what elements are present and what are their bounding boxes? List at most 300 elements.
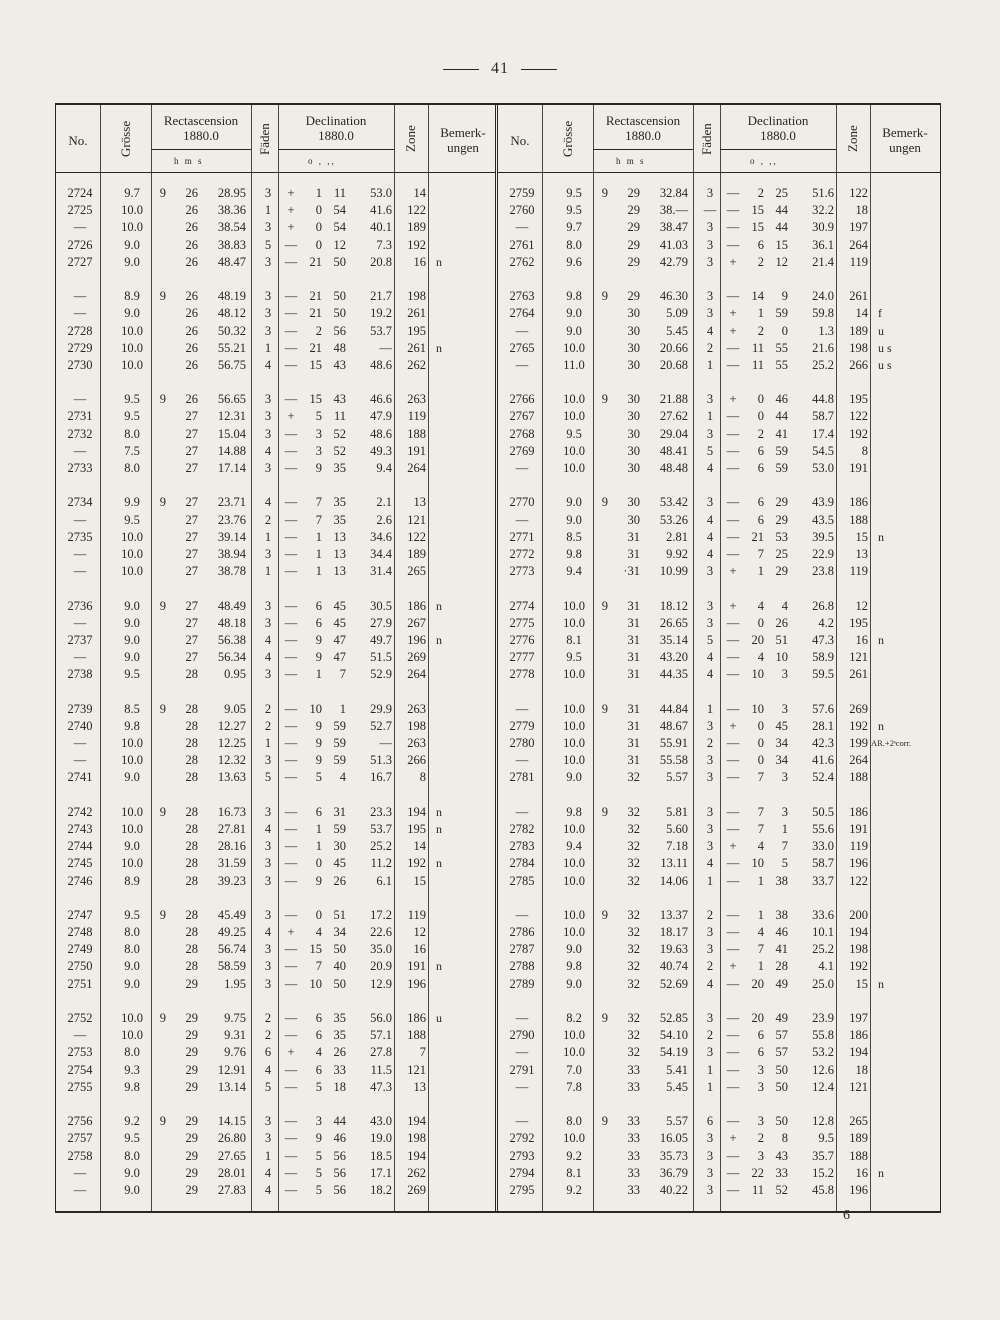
magnitude: 9.5 [566, 650, 582, 665]
remark: u s [878, 340, 892, 355]
ra-seconds: 13.37 [659, 907, 688, 922]
remark: n [878, 976, 884, 991]
dec-sign: — [284, 839, 298, 854]
zone: 13 [855, 546, 868, 561]
dec-arcmin: 3 [781, 701, 788, 716]
ra-seconds: 41.03 [659, 237, 688, 252]
magnitude: 10.0 [563, 873, 585, 888]
zone: 119 [407, 409, 426, 424]
header-dash-left [443, 69, 479, 70]
ra-seconds: 38.54 [217, 220, 246, 235]
table-row [498, 1130, 940, 1147]
dec-arcsec: 17.4 [812, 426, 834, 441]
zone: 188 [407, 426, 426, 441]
dec-arcsec: 51.5 [370, 650, 392, 665]
dec-degrees: 1 [315, 529, 322, 544]
thread-count: 1 [706, 701, 714, 716]
header-bemerk-1: Bemerk- [882, 125, 928, 140]
star-number: 2729 [67, 340, 93, 355]
dec-sign: — [284, 976, 298, 991]
zone: 194 [407, 804, 426, 819]
header-bemerk-2: ungen [447, 140, 479, 155]
magnitude: 9.0 [566, 306, 582, 321]
page-number: 41 [491, 60, 509, 77]
ra-seconds: 9.76 [224, 1045, 246, 1060]
ra-seconds: 55.21 [217, 340, 246, 355]
ra-minutes: 32 [627, 770, 640, 785]
dec-arcmin: 44 [775, 203, 788, 218]
ra-minutes: 28 [185, 873, 198, 888]
dec-arcsec: 58.7 [812, 856, 834, 871]
row-spacer [498, 1096, 940, 1113]
dec-sign: + [729, 1131, 737, 1146]
remark: u [436, 1011, 442, 1025]
ra-seconds: 7.18 [666, 839, 688, 854]
dec-arcsec: 30.5 [370, 598, 392, 613]
table-row [56, 1165, 495, 1182]
dec-sign: — [284, 1165, 298, 1180]
dec-arcmin: 52 [333, 426, 346, 441]
dec-degrees: 11 [751, 340, 764, 355]
dec-arcsec: 47.3 [812, 632, 834, 647]
ra-minutes: 29 [185, 1011, 198, 1025]
zone: 192 [849, 426, 868, 441]
zone: 199 [849, 736, 868, 750]
ra-seconds: 48.48 [659, 461, 688, 475]
magnitude: 8.0 [124, 1148, 140, 1163]
zone: 121 [407, 1062, 426, 1077]
dec-arcmin: 38 [775, 873, 788, 888]
ra-hours: 9 [601, 1011, 608, 1025]
dec-degrees: 6 [315, 598, 322, 613]
dec-degrees: 10 [309, 701, 322, 716]
remark: n [436, 856, 442, 871]
dec-degrees: 9 [315, 650, 322, 665]
magnitude: 10.0 [121, 357, 143, 372]
star-number: — [515, 1045, 529, 1060]
dec-arcmin: 40 [333, 959, 346, 974]
ra-seconds: 35.14 [659, 632, 688, 647]
ra-minutes: 30 [627, 323, 640, 338]
magnitude: 9.5 [124, 409, 140, 424]
zone: 16 [413, 254, 426, 269]
ra-unit-rule [593, 149, 693, 150]
dec-degrees: 3 [315, 1114, 322, 1129]
dec-degrees: 10 [751, 667, 764, 682]
zone: 119 [849, 564, 868, 579]
ra-seconds: 9.31 [224, 1028, 246, 1043]
ra-minutes: 27 [185, 409, 198, 424]
ra-seconds: 53.26 [659, 512, 688, 527]
thread-count: 4 [264, 1062, 272, 1077]
dec-degrees: 6 [757, 443, 764, 458]
magnitude: 10.0 [121, 203, 143, 218]
dec-arcsec: 53.0 [370, 186, 392, 200]
star-number: 2743 [67, 821, 93, 836]
ra-seconds: 40.74 [659, 959, 688, 974]
dec-sign: — [284, 873, 298, 888]
ra-seconds: 38.94 [217, 546, 246, 561]
dec-degrees: 6 [315, 615, 322, 630]
table-row [56, 426, 495, 443]
thread-count: 3 [706, 426, 714, 441]
dec-arcmin: 26 [333, 873, 346, 888]
thread-count: 4 [706, 856, 714, 871]
star-number: 2749 [67, 942, 93, 957]
star-number: 2725 [67, 203, 93, 218]
table-row [498, 391, 940, 408]
ra-minutes: 27 [185, 546, 198, 561]
ra-seconds: 43.20 [659, 650, 688, 665]
remark: u [878, 323, 884, 338]
row-spacer [498, 477, 940, 494]
dec-arcsec: 55.6 [812, 821, 834, 836]
magnitude: 8.1 [566, 1165, 582, 1180]
magnitude: 8.0 [124, 942, 140, 957]
ra-seconds: 35.73 [659, 1148, 688, 1163]
star-number: 2759 [509, 186, 535, 200]
star-number: 2755 [67, 1079, 93, 1094]
thread-count: 2 [264, 701, 272, 716]
ra-seconds: 27.65 [217, 1148, 246, 1163]
ra-seconds: 28.95 [217, 186, 246, 200]
dec-arcsec: 33.7 [812, 873, 834, 888]
dec-sign: — [284, 1182, 298, 1197]
dec-arcsec: 6.1 [376, 873, 392, 888]
dec-sign: + [729, 306, 737, 321]
dec-degrees: 20 [751, 976, 764, 991]
dec-sign: — [726, 1079, 740, 1094]
row-spacer [498, 993, 940, 1010]
star-number: — [73, 753, 87, 768]
thread-count: 3 [264, 942, 272, 957]
ra-minutes: 28 [185, 821, 198, 836]
dec-sign: — [284, 718, 298, 733]
zone: 194 [849, 925, 868, 940]
zone: 121 [849, 650, 868, 665]
thread-count: 4 [706, 976, 714, 991]
table-row [56, 804, 495, 821]
thread-count: 3 [706, 220, 714, 235]
ra-seconds: 27.81 [217, 821, 246, 836]
magnitude: 10.0 [563, 392, 585, 407]
dec-sign: — [726, 873, 740, 888]
table-row [498, 408, 940, 425]
ra-minutes: 30 [627, 409, 640, 424]
header-ra-epoch: 1880.0 [625, 128, 661, 143]
dec-degrees: 6 [757, 495, 764, 510]
ra-seconds: 48.67 [659, 718, 688, 733]
row-spacer [56, 271, 495, 288]
ra-minutes: 27 [185, 598, 198, 613]
table-row [56, 769, 495, 786]
dec-arcmin: 7 [781, 839, 788, 854]
magnitude: 8.2 [566, 1011, 582, 1025]
dec-arcsec: 47.3 [370, 1079, 392, 1094]
magnitude: 10.0 [121, 1028, 143, 1043]
thread-count: 5 [264, 1079, 272, 1094]
header-ra-title: Rectascension [163, 113, 239, 128]
row-spacer [56, 787, 495, 804]
ra-unit-rule [151, 149, 251, 150]
ra-minutes: 28 [185, 839, 198, 854]
dec-degrees: 15 [309, 357, 322, 372]
table-row [56, 752, 495, 769]
remark: n [878, 632, 884, 647]
magnitude: 9.0 [124, 976, 140, 991]
row-spacer [56, 477, 495, 494]
table-row [56, 941, 495, 958]
ra-seconds: 23.71 [217, 495, 246, 510]
ra-seconds: 28.16 [217, 839, 246, 854]
ra-minutes: 33 [627, 1165, 640, 1180]
dec-sign: — [726, 1011, 740, 1025]
ra-minutes: 30 [627, 495, 640, 510]
ra-hours: 9 [601, 804, 608, 819]
magnitude: 9.0 [124, 615, 140, 630]
dec-arcsec: 4.1 [818, 959, 834, 974]
header-ra-units: h m s [616, 156, 646, 166]
dec-arcmin: 12 [775, 254, 788, 269]
dec-arcmin: 45 [333, 856, 346, 871]
dec-arcmin: 47 [333, 632, 346, 647]
dec-sign: — [726, 220, 740, 235]
remark: n [436, 632, 442, 647]
ra-seconds: 38.78 [217, 564, 246, 579]
zone: 191 [407, 443, 426, 458]
table-row [498, 752, 940, 769]
dec-sign: — [726, 409, 740, 424]
dec-arcmin: 59 [775, 306, 788, 321]
dec-sign: — [726, 821, 740, 836]
row-spacer [56, 890, 495, 907]
ra-minutes: 32 [627, 976, 640, 991]
magnitude: 10.0 [563, 736, 585, 750]
zone: 119 [849, 839, 868, 854]
dec-sign: — [284, 804, 298, 819]
zone: 264 [849, 237, 868, 252]
header-zone: Zone [845, 125, 860, 153]
dec-arcmin: 13 [333, 529, 346, 544]
dec-sign: — [284, 942, 298, 957]
ra-minutes: 26 [185, 186, 198, 200]
zone: 195 [407, 821, 426, 836]
dec-degrees: 7 [315, 512, 322, 527]
thread-count: 3 [264, 856, 272, 871]
magnitude: 9.0 [124, 254, 140, 269]
star-number: — [515, 1079, 529, 1094]
dec-degrees: 0 [315, 220, 322, 235]
ra-minutes: 28 [185, 856, 198, 871]
dec-arcmin: 25 [775, 546, 788, 561]
zone: 267 [407, 615, 426, 630]
star-number: 2794 [509, 1165, 535, 1180]
dec-sign: — [284, 392, 298, 407]
dec-arcsec: 32.2 [812, 203, 834, 218]
table-row [498, 598, 940, 615]
table-row [56, 1062, 495, 1079]
table-row [498, 924, 940, 941]
table-row [56, 632, 495, 649]
thread-count: 3 [264, 804, 272, 819]
thread-count: 3 [264, 839, 272, 854]
magnitude: 9.0 [566, 323, 582, 338]
ra-minutes: 26 [185, 340, 198, 355]
table-row [56, 701, 495, 718]
ra-minutes: 30 [627, 443, 640, 458]
dec-arcmin: 3 [781, 770, 788, 785]
magnitude: 10.0 [563, 907, 585, 922]
header-faeden: Fäden [699, 123, 714, 155]
dec-degrees: 15 [309, 392, 322, 407]
dec-sign: + [729, 959, 737, 974]
ra-minutes: 32 [627, 873, 640, 888]
zone: 262 [407, 1165, 426, 1180]
dec-arcmin: 1 [339, 701, 346, 716]
magnitude: 9.4 [566, 839, 582, 854]
row-spacer [498, 787, 940, 804]
magnitude: 10.0 [563, 615, 585, 630]
table-row [498, 305, 940, 322]
dec-sign: — [284, 1079, 298, 1094]
dec-sign: — [726, 1165, 740, 1180]
zone: 16 [855, 1165, 868, 1180]
zone: 197 [849, 220, 868, 235]
ra-seconds: 16.73 [217, 804, 246, 819]
ra-hours: 9 [159, 598, 166, 613]
dec-degrees: 6 [315, 1028, 322, 1043]
table-row [498, 1010, 940, 1027]
ra-minutes: 32 [627, 821, 640, 836]
magnitude: 10.0 [121, 1011, 143, 1025]
thread-count: 1 [706, 357, 714, 372]
dec-arcmin: 57 [775, 1028, 788, 1043]
dec-arcmin: 56 [333, 323, 346, 338]
ra-seconds: 54.19 [659, 1045, 688, 1060]
dec-degrees: 5 [315, 1148, 322, 1163]
ra-minutes: 26 [185, 254, 198, 269]
magnitude: 9.0 [566, 512, 582, 527]
thread-count: 3 [264, 1114, 272, 1129]
dec-arcmin: 59 [333, 753, 346, 768]
thread-count: 3 [706, 392, 714, 407]
ra-minutes: 26 [185, 323, 198, 338]
table-row [498, 237, 940, 254]
dec-degrees: 3 [757, 1114, 764, 1129]
ra-minutes: 26 [185, 237, 198, 252]
magnitude: 8.9 [124, 873, 140, 888]
thread-count: 3 [264, 1131, 272, 1146]
dec-arcsec: — [379, 340, 392, 355]
dec-arcsec: 25.2 [812, 942, 834, 957]
star-number: 2793 [509, 1148, 535, 1163]
dec-arcsec: 57.1 [370, 1028, 392, 1043]
dec-arcsec: 18.2 [370, 1182, 392, 1197]
dec-sign: — [284, 1114, 298, 1129]
dec-arcsec: 46.6 [370, 392, 392, 407]
zone: 122 [407, 529, 426, 544]
ra-seconds: 36.79 [659, 1165, 688, 1180]
dec-arcsec: 41.6 [812, 753, 834, 768]
dec-sign: — [284, 1028, 298, 1043]
dec-sign: — [284, 546, 298, 561]
dec-sign: — [284, 821, 298, 836]
ra-minutes: 31 [627, 753, 640, 768]
zone: 12 [855, 598, 868, 613]
table-row [498, 666, 940, 683]
table-row [56, 254, 495, 271]
thread-count: 3 [706, 289, 714, 304]
page-header [0, 60, 1000, 78]
dec-arcsec: 43.5 [812, 512, 834, 527]
table-row [56, 615, 495, 632]
dec-sign: — [726, 976, 740, 991]
dec-arcsec: 52.9 [370, 667, 392, 682]
dec-arcsec: 22.6 [370, 925, 392, 940]
dec-degrees: 4 [757, 598, 764, 613]
dec-arcsec: 26.8 [812, 598, 834, 613]
zone: 195 [407, 323, 426, 338]
table-row [498, 958, 940, 975]
ra-hours: 9 [601, 289, 608, 304]
ra-seconds: 13.11 [660, 856, 688, 871]
dec-degrees: 6 [757, 1028, 764, 1043]
thread-count: 3 [706, 770, 714, 785]
dec-degrees: 21 [309, 254, 322, 269]
ra-minutes: 29 [627, 203, 640, 218]
table-row [498, 769, 940, 786]
ra-seconds: 31.59 [217, 856, 246, 871]
thread-count: 3 [264, 409, 272, 424]
thread-count: 3 [706, 942, 714, 957]
zone: 196 [407, 976, 426, 991]
ra-minutes: 26 [185, 392, 198, 407]
dec-arcmin: 26 [333, 1045, 346, 1060]
star-number: 2779 [509, 718, 535, 733]
ra-minutes: 28 [185, 804, 198, 819]
thread-count: 4 [706, 529, 714, 544]
ra-minutes: 30 [627, 512, 640, 527]
dec-degrees: 0 [315, 203, 322, 218]
ra-minutes: 31 [627, 667, 640, 682]
star-number: 2750 [67, 959, 93, 974]
dec-arcsec: 36.1 [812, 237, 834, 252]
dec-arcmin: 50 [333, 289, 346, 304]
table-row [56, 1010, 495, 1027]
magnitude: 9.2 [566, 1148, 582, 1163]
header-dec-epoch: 1880.0 [760, 128, 796, 143]
thread-count: 3 [264, 220, 272, 235]
magnitude: 10.0 [121, 529, 143, 544]
star-number: — [515, 220, 529, 235]
magnitude: 9.3 [124, 1062, 140, 1077]
ra-minutes: 33 [627, 1114, 640, 1129]
magnitude: 9.9 [124, 495, 140, 510]
thread-count: 3 [264, 959, 272, 974]
zone: 194 [407, 1114, 426, 1129]
dec-sign: — [284, 512, 298, 527]
zone: 14 [413, 839, 426, 854]
dec-arcsec: 28.1 [812, 718, 834, 733]
table-row [498, 202, 940, 219]
table-row [498, 718, 940, 735]
ra-hours: 9 [601, 1114, 608, 1129]
table-row [56, 529, 495, 546]
dec-arcmin: 3 [781, 667, 788, 682]
star-number: — [73, 1182, 87, 1197]
dec-arcsec: 53.7 [370, 821, 392, 836]
ra-seconds: 48.49 [217, 598, 246, 613]
